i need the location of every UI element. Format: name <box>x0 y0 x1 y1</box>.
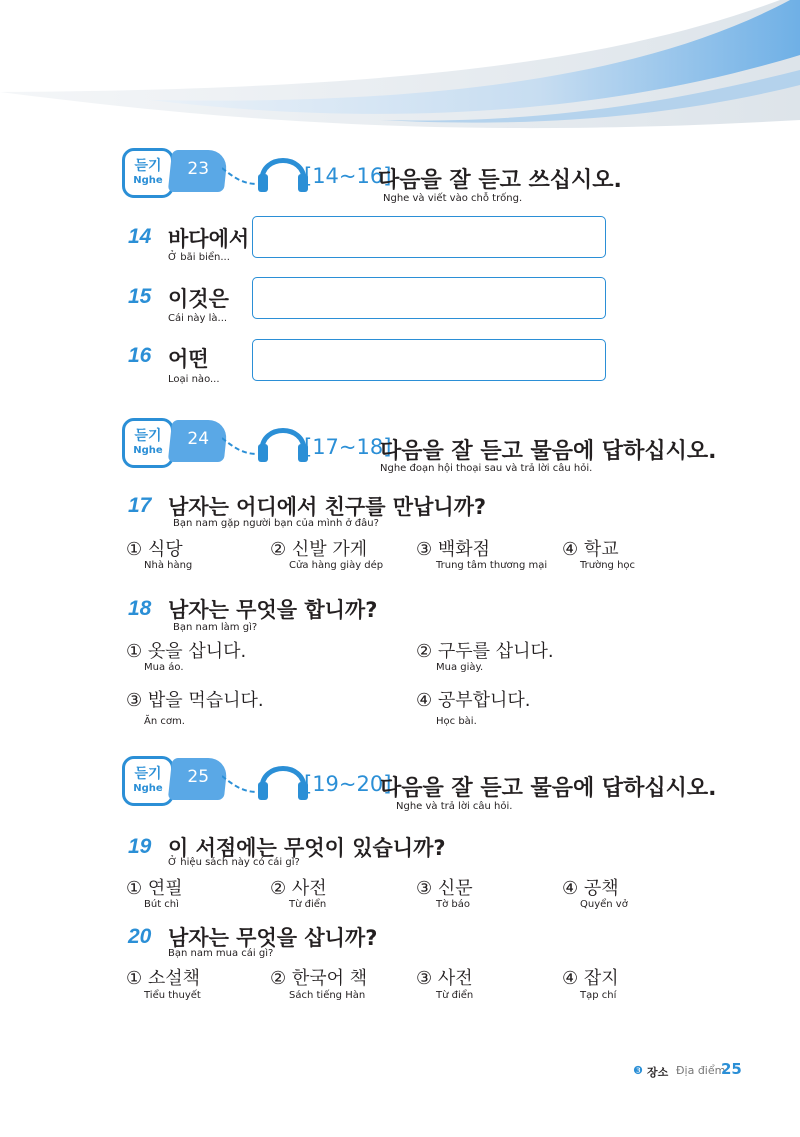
option-translation: Nhà hàng <box>144 560 193 571</box>
option-translation: Tờ báo <box>436 899 470 910</box>
question-number: 16 <box>128 344 152 367</box>
section-title: 다음을 잘 듣고 물음에 답하십시오. <box>380 776 717 801</box>
option-translation: Ăn cơm. <box>144 716 185 727</box>
question-number: 19 <box>128 835 152 858</box>
section-range: [19~20] <box>304 772 392 796</box>
answer-box-16[interactable] <box>252 339 606 381</box>
question-translation: Bạn nam mua cái gì? <box>168 948 274 959</box>
chapter-label-ko: 장소 <box>647 1066 669 1079</box>
section-subtitle: Nghe và viết vào chỗ trống. <box>383 193 523 204</box>
option-3[interactable]: ③ 사전 <box>416 968 473 989</box>
track-number: 25 <box>168 758 228 800</box>
question-translation: Ở bãi biển... <box>168 252 230 263</box>
question-translation: Cái này là... <box>168 313 228 324</box>
question-prompt: 남자는 무엇을 합니까? <box>168 598 378 622</box>
option-translation: Mua giày. <box>436 662 484 673</box>
question-number: 15 <box>128 285 152 308</box>
question-prompt: 남자는 어디에서 친구를 만납니까? <box>168 495 487 519</box>
listening-label-vi: Nghe <box>133 445 163 456</box>
listening-badge <box>122 418 332 488</box>
option-1[interactable]: ① 연필 <box>126 878 183 899</box>
listening-label-ko: 듣기 <box>134 428 162 444</box>
question-prompt: 남자는 무엇을 삽니까? <box>168 926 378 950</box>
question-prompt: 이것은 <box>168 287 229 311</box>
question-number: 18 <box>128 597 152 620</box>
option-translation: Bút chì <box>144 899 179 910</box>
option-translation: Mua áo. <box>144 662 184 673</box>
option-translation: Học bài. <box>436 716 477 727</box>
option-translation: Tiểu thuyết <box>144 990 201 1001</box>
option-4[interactable]: ④ 공책 <box>562 878 619 899</box>
answer-box-15[interactable] <box>252 277 606 319</box>
option-translation: Tạp chí <box>580 990 617 1001</box>
option-2[interactable]: ② 구두를 삽니다. <box>416 641 554 662</box>
track-number: 24 <box>168 420 228 462</box>
section-title: 다음을 잘 듣고 쓰십시오. <box>378 168 622 193</box>
question-number: 17 <box>128 494 152 517</box>
track-number: 23 <box>168 150 228 192</box>
answer-box-14[interactable] <box>252 216 606 258</box>
option-translation: Từ điển <box>436 990 474 1001</box>
option-2[interactable]: ② 사전 <box>270 878 327 899</box>
option-1[interactable]: ① 소설책 <box>126 968 201 989</box>
question-translation: Bạn nam làm gì? <box>173 622 258 633</box>
option-translation: Quyển vở <box>580 899 628 910</box>
question-translation: Ở hiệu sách này có cái gì? <box>168 857 300 868</box>
chapter-label-vi: Địa điểm <box>676 1064 726 1077</box>
option-2[interactable]: ② 신발 가게 <box>270 539 368 560</box>
listening-badge <box>122 148 332 218</box>
question-prompt: 어떤 <box>168 347 209 371</box>
option-4[interactable]: ④ 잡지 <box>562 968 619 989</box>
listening-label-vi: Nghe <box>133 175 163 186</box>
section-subtitle: Nghe và trả lời câu hỏi. <box>396 801 513 812</box>
option-translation: Trường học <box>580 560 636 571</box>
listening-label-ko: 듣기 <box>134 158 162 174</box>
listening-label-ko: 듣기 <box>134 766 162 782</box>
question-number: 14 <box>128 225 152 248</box>
question-translation: Loại nào... <box>168 374 220 385</box>
option-2[interactable]: ② 한국어 책 <box>270 968 368 989</box>
option-translation: Sách tiếng Hàn <box>289 990 366 1001</box>
section-range: [17~18] <box>304 435 392 459</box>
listening-tab <box>122 756 174 806</box>
page-number: 25 <box>721 1060 742 1078</box>
listening-tab <box>122 418 174 468</box>
option-1[interactable]: ① 식당 <box>126 539 183 560</box>
option-translation: Từ điển <box>289 899 327 910</box>
listening-badge <box>122 756 332 826</box>
header-wave-decoration <box>0 0 800 150</box>
listening-tab <box>122 148 174 198</box>
option-3[interactable]: ③ 백화점 <box>416 539 491 560</box>
option-translation: Trung tâm thương mại <box>436 560 548 571</box>
option-4[interactable]: ④ 공부합니다. <box>416 690 531 711</box>
option-translation: Cửa hàng giày dép <box>289 560 384 571</box>
section-range: [14~16] <box>304 164 392 188</box>
section-title: 다음을 잘 듣고 물음에 답하십시오. <box>380 439 717 464</box>
question-prompt: 바다에서 <box>168 227 250 251</box>
section-subtitle: Nghe đoạn hội thoại sau và trả lời câu hỏi. <box>380 463 593 474</box>
option-1[interactable]: ① 옷을 삽니다. <box>126 641 247 662</box>
option-4[interactable]: ④ 학교 <box>562 539 619 560</box>
listening-label-vi: Nghe <box>133 783 163 794</box>
question-prompt: 이 서점에는 무엇이 있습니까? <box>168 836 446 860</box>
option-3[interactable]: ③ 신문 <box>416 878 473 899</box>
question-translation: Bạn nam gặp người bạn của mình ở đâu? <box>173 518 379 529</box>
option-3[interactable]: ③ 밥을 먹습니다. <box>126 690 264 711</box>
question-number: 20 <box>128 925 152 948</box>
chapter-mark: ❸ <box>633 1064 643 1077</box>
